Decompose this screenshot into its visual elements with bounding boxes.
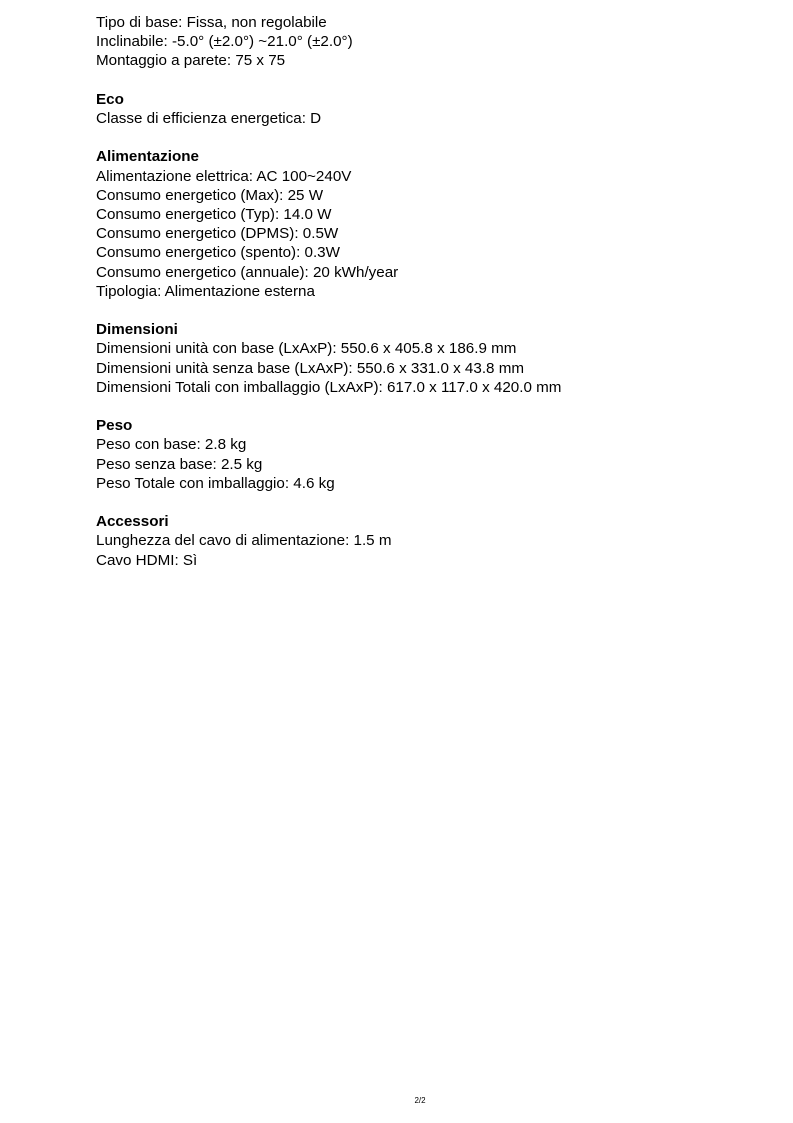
spec-line: Dimensioni unità senza base (LxAxP): 550.6 x 331.0 x 43.8 mm: [96, 359, 525, 377]
section-weight: [96, 416, 776, 493]
spec-line: Dimensioni unità con base (LxAxP): 550.6 x 405.8 x 186.9 mm: [96, 340, 517, 358]
section-title: Alimentazione: [96, 148, 199, 166]
spec-line: Tipo di base: Fissa, non regolabile: [96, 14, 327, 31]
spec-line: Inclinabile: -5.0° (±2.0°) ~21.0° (±2.0°): [96, 33, 353, 51]
spec-line: Peso Totale con imballaggio: 4.6 kg: [96, 474, 335, 492]
spec-line: Consumo energetico (spento): 0.3W: [96, 244, 340, 262]
spec-line: Tipologia: Alimentazione esterna: [96, 282, 315, 300]
spec-line: Classe di efficienza energetica: D: [96, 110, 322, 127]
spec-line: Peso con base: 2.8 kg: [96, 436, 247, 454]
spec-line: Cavo HDMI: Sì: [96, 551, 198, 569]
spec-line: Montaggio a parete: 75 x 75: [96, 52, 286, 70]
section-eco: [96, 90, 776, 128]
section-dimensions: [96, 320, 776, 397]
spec-line: Consumo energetico (annuale): 20 kWh/year: [96, 263, 399, 281]
spec-line: Alimentazione elettrica: AC 100~240V: [96, 167, 352, 185]
spec-document: [96, 13, 776, 570]
section-title: Peso: [96, 417, 133, 435]
page-number: 2/2: [414, 1096, 426, 1105]
spec-line: Dimensioni Totali con imballaggio (LxAxP): 617.0 x 117.0 x 420.0 mm: [96, 378, 562, 396]
spec-line: Consumo energetico (DPMS): 0.5W: [96, 225, 339, 243]
section-accessories: [96, 512, 776, 570]
section-title: Dimensioni: [96, 321, 178, 339]
spec-line: Lunghezza del cavo di alimentazione: 1.5 m: [96, 532, 392, 550]
section-power: [96, 147, 776, 301]
section-base: [96, 13, 776, 71]
spec-line: Peso senza base: 2.5 kg: [96, 455, 263, 473]
spec-line: Consumo energetico (Max): 25 W: [96, 186, 324, 204]
section-title: Accessori: [96, 513, 169, 531]
section-title: Eco: [96, 90, 124, 108]
spec-line: Consumo energetico (Typ): 14.0 W: [96, 206, 332, 223]
